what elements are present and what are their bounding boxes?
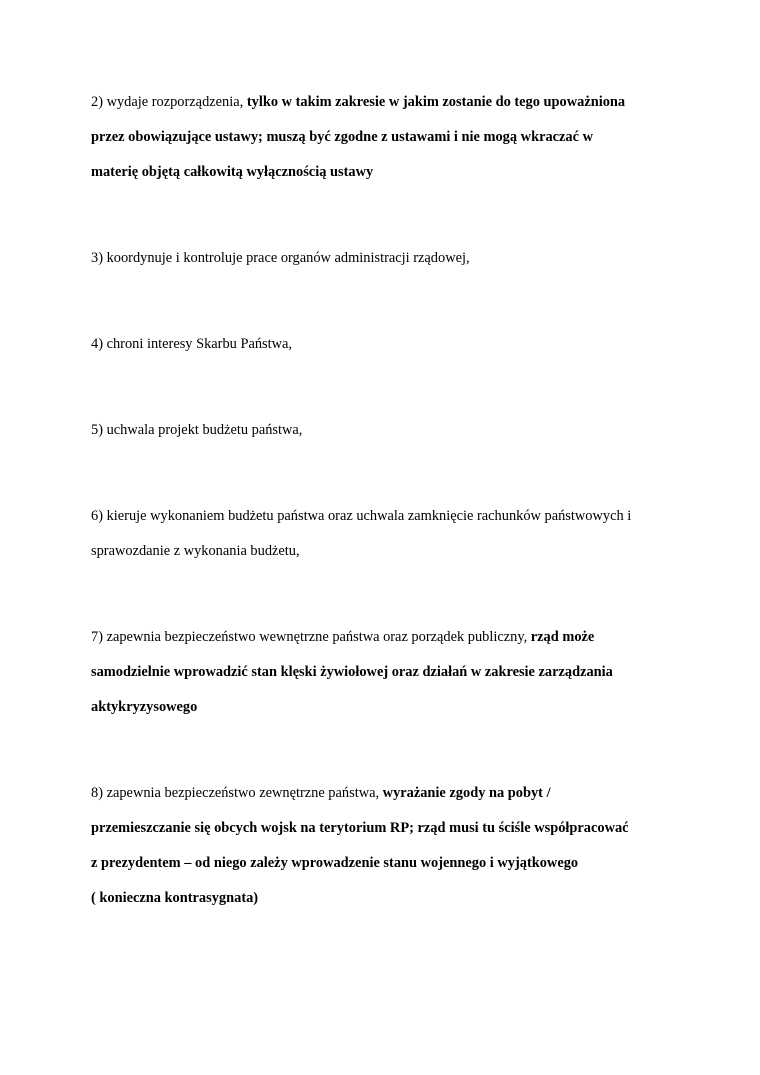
item-3-line-1 (91, 249, 470, 267)
item-2-line-3-bold: materię objętą całkowitą wyłącznością ustawy (91, 164, 374, 180)
item-3-line-1-plain: 3) koordynuje i kontroluje prace organów administracji rządowej, (91, 250, 470, 266)
item-2-line-1-bold: tylko w takim zakresie w jakim zostanie do tego upoważniona (246, 94, 626, 110)
item-7-line-3 (91, 698, 197, 716)
item-8-line-4 (91, 889, 258, 907)
item-7-line-1-bold: rząd może (530, 629, 595, 645)
item-7-line-3-bold: aktykryzysowego (91, 699, 198, 715)
item-4-line-1 (91, 335, 292, 353)
item-2-line-1 (91, 93, 625, 111)
item-8-line-3-bold: z prezydentem – od niego zależy wprowadzenie stanu wojennego i wyjątkowego (91, 855, 579, 871)
item-2-line-2 (91, 128, 593, 146)
item-7-line-2-bold: samodzielnie wprowadzić stan klęski żywiołowej oraz działań w zakresie zarządzania (91, 664, 613, 680)
item-6-line-2-plain: sprawozdanie z wykonania budżetu, (91, 543, 300, 559)
item-7-line-2 (91, 663, 613, 681)
item-7-line-1 (91, 628, 594, 646)
item-6-line-1-plain: 6) kieruje wykonaniem budżetu państwa oraz uchwala zamknięcie rachunków państwowych i (91, 508, 632, 524)
item-2-line-2-bold: przez obowiązujące ustawy; muszą być zgodne z ustawami i nie mogą wkraczać w (91, 129, 593, 145)
item-8-line-2-bold: przemieszczanie się obcych wojsk na terytorium RP; rząd musi tu ściśle współpracować (91, 820, 629, 836)
item-5-line-1 (91, 421, 302, 439)
item-4-line-1-plain: 4) chroni interesy Skarbu Państwa, (91, 336, 293, 352)
item-8-line-1-plain: 8) zapewnia bezpieczeństwo zewnętrzne państwa, (91, 785, 383, 801)
item-6-line-1 (91, 507, 631, 525)
item-8-line-4-bold: ( konieczna kontrasygnata) (91, 890, 259, 906)
item-8-line-3 (91, 854, 578, 872)
item-6-line-2 (91, 542, 300, 560)
item-8-line-1 (91, 784, 551, 802)
item-5-line-1-plain: 5) uchwala projekt budżetu państwa, (91, 422, 303, 438)
item-7-line-1-plain: 7) zapewnia bezpieczeństwo wewnętrzne państwa oraz porządek publiczny, (91, 629, 531, 645)
item-2-line-1-plain: 2) wydaje rozporządzenia, (91, 94, 247, 110)
item-2-line-3 (91, 163, 373, 181)
item-8-line-2 (91, 819, 629, 837)
item-8-line-1-bold: wyrażanie zgody na pobyt / (382, 785, 551, 801)
